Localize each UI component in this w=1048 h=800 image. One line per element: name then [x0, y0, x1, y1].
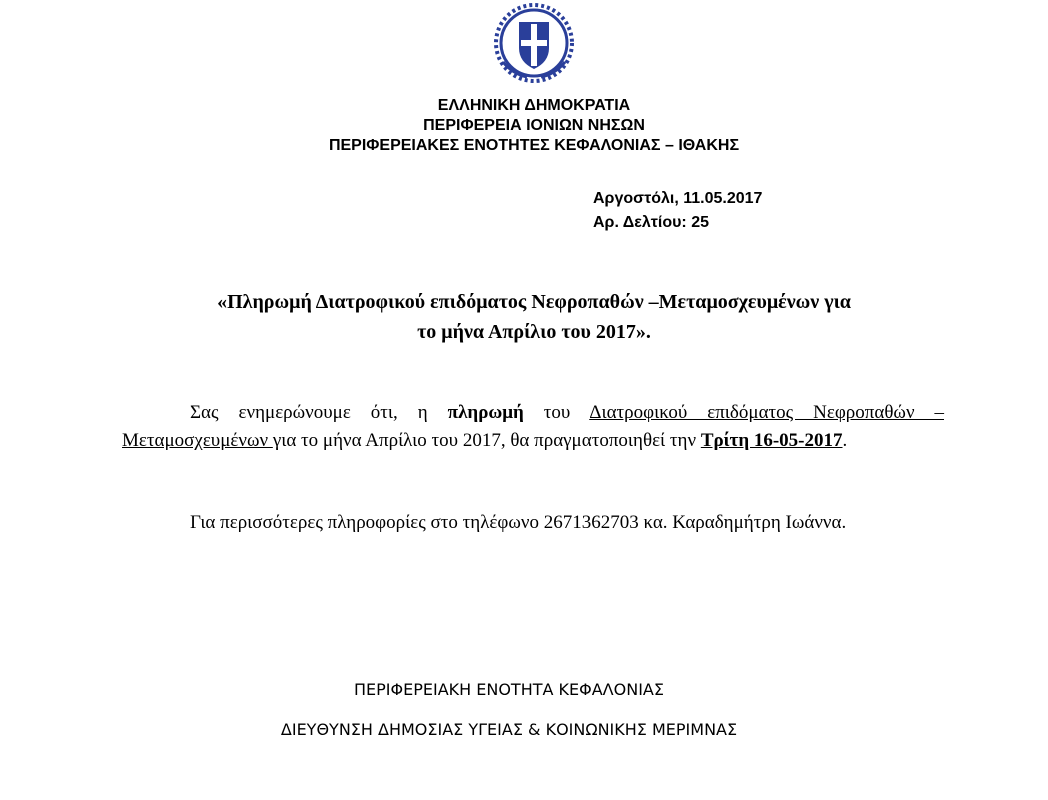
contact-text: Για περισσότερες πληροφορίες στο τηλέφωνο 2671362703 κα. Καραδημήτρη Ιωάννα. [190, 512, 847, 533]
header-units: ΠΕΡΙΦΕΡΕΙΑΚΕΣ ΕΝΟΤΗΤΕΣ ΚΕΦΑΛΟΝΙΑΣ – ΙΘΑΚΗΣ [328, 137, 740, 154]
payment-paragraph [122, 399, 944, 455]
title-line-2: το μήνα Απρίλιο του 2017». [417, 321, 651, 343]
header-region: ΠΕΡΙΦΕΡΕΙΑ ΙΟΝΙΩΝ ΝΗΣΩΝ [423, 117, 645, 134]
p1-period: . [842, 430, 848, 451]
footer-unit: ΠΕΡΙΦΕΡΕΙΑΚΗ ΕΝΟΤΗΤΑ ΚΕΦΑΛΟΝΙΑΣ [354, 680, 664, 699]
title-line-1: «Πληρωμή Διατροφικού επιδόματος Νεφροπαθών –Μεταμοσχευμένων για [217, 291, 851, 313]
p1-allowance: Διατροφικού επιδόματος Νεφροπαθών –Μεταμοσχευμένων [122, 402, 944, 451]
contact-paragraph [122, 509, 944, 537]
hellenic-republic-emblem [493, 2, 575, 84]
announcement-title [120, 287, 948, 347]
p1-intro: Σας ενημερώνουμε ότι, η [190, 402, 448, 423]
p1-payment-date: Τρίτη 16-05-2017 [700, 430, 843, 451]
p1-month: για το μήνα Απρίλιο του 2017, θα πραγματοποιηθεί την [272, 430, 701, 451]
p1-of: του [523, 402, 590, 423]
place-date: Αργοστόλι, 11.05.2017 [593, 190, 763, 207]
issuer-header [0, 96, 1048, 156]
date-block [593, 187, 762, 235]
bulletin-number: Αρ. Δελτίου: 25 [593, 214, 709, 231]
p1-payment: πληρωμή [447, 402, 524, 423]
footer-directorate: ΔΙΕΥΘΥΝΣΗ ΔΗΜΟΣΙΑΣ ΥΓΕΙΑΣ & ΚΟΙΝΩΝΙΚΗΣ ΜΕΡΙΜΝΑΣ [280, 720, 738, 739]
header-country: ΕΛΛΗΝΙΚΗ ΔΗΜΟΚΡΑΤΙΑ [437, 97, 631, 114]
